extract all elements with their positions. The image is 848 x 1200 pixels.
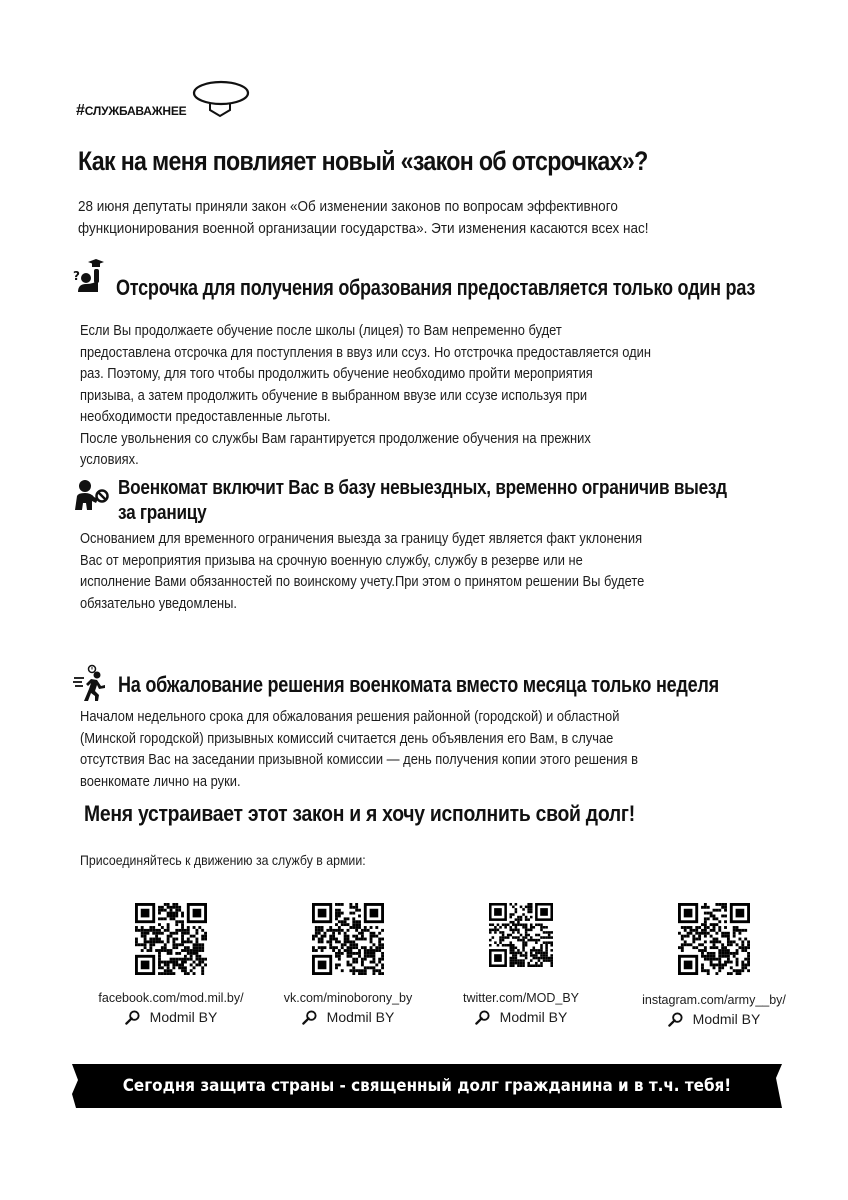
social-twitter — [426, 903, 616, 1025]
body-line: необходимости предоставленные льготы. — [80, 408, 331, 425]
section-body-appeal — [80, 706, 638, 792]
svg-text:?: ? — [73, 269, 80, 283]
social-vk — [253, 903, 443, 1025]
search-text: Modmil BY — [692, 1011, 761, 1027]
section-body-travel-ban — [80, 528, 644, 614]
search-icon — [125, 1010, 140, 1025]
body-line: Основанием для временного ограничения выезда за границу будет является факт уклонения — [80, 530, 643, 547]
search-icon — [302, 1010, 317, 1025]
hashtag-text: СЛУЖБАВАЖНЕЕ — [84, 104, 187, 118]
body-line: военкомате лично на руки. — [80, 772, 241, 790]
body-line: предоставлена отсрочка для поступления в ввуз или ссуз. Но отстрочка предоставляется один — [80, 343, 651, 361]
body-line: исполнение Вами обязанностей по воинскому учету.При этом о принятом решении Вы будете — [80, 573, 645, 590]
search-text: Modmil BY — [326, 1009, 395, 1025]
body-line: Если Вы продолжаете обучение после школы (лицея) то Вам непременно будет — [80, 322, 562, 339]
social-url[interactable]: twitter.com/MOD_BY — [463, 991, 579, 1005]
qr-code-icon[interactable] — [135, 903, 207, 975]
intro-paragraph — [78, 196, 762, 240]
section-heading-travel-ban — [118, 476, 727, 526]
section-heading-appeal: На обжалование решения военкомата вместо месяца только неделя — [118, 672, 719, 697]
social-instagram — [619, 903, 809, 1027]
body-line: Началом недельного срока для обжалования решения районной (городской) и областной — [80, 708, 620, 725]
qr-code-icon[interactable] — [312, 903, 384, 975]
banner-text: Сегодня защита страны - священный долг гражданина и в т.ч. тебя! — [122, 1076, 732, 1095]
hashtag-symbol: # — [76, 102, 85, 119]
body-line: отсутствия Вас на заседании призывной комиссии — день получения копии этого решения в — [80, 751, 638, 768]
social-url[interactable]: instagram.com/army__by/ — [642, 993, 786, 1007]
page-title: Как на меня повлияет новый «закон об отсрочках»? — [78, 146, 648, 176]
body-line: Вас от мероприятия призыва на срочную военную службу, службу в резерве или не — [80, 551, 583, 569]
student-graduation-cap-icon — [72, 256, 110, 294]
body-line: (Минской городской) призывных комиссий считается день объявления его Вам, в случае — [80, 729, 614, 747]
body-line: призыва, а затем продолжить обучение в выбранном ввузе или ссузе используя при — [80, 386, 588, 404]
speech-bubble-outline-icon — [192, 80, 250, 122]
intro-line: функционирования военной организации государства». Эти изменения касаются всех нас! — [78, 220, 649, 237]
cta-heading: Меня устраивает этот закон и я хочу исполнить свой долг! — [84, 801, 635, 826]
body-line: обязательно уведомлены. — [80, 594, 238, 612]
search-icon — [475, 1010, 490, 1025]
social-url[interactable]: facebook.com/mod.mil.by/ — [98, 991, 244, 1005]
qr-code-icon[interactable] — [678, 903, 750, 975]
search-icon — [668, 1012, 683, 1027]
person-prohibited-icon — [72, 476, 110, 514]
section-heading-education: Отсрочка для получения образования предоставляется только один раз — [116, 275, 756, 300]
section-body-education — [80, 320, 651, 471]
heading-line: Военкомат включит Вас в базу невыездных, временно ограничив выезд — [118, 477, 727, 499]
body-line: После увольнения со службы Вам гарантируется продолжение обучения на прежних — [80, 429, 591, 447]
heading-line: за границу — [118, 502, 207, 524]
social-url[interactable]: vk.com/minoborony_by — [283, 991, 413, 1005]
running-person-clock-icon — [72, 664, 110, 702]
search-row — [619, 1011, 809, 1027]
social-facebook — [76, 903, 266, 1025]
search-row — [76, 1009, 266, 1025]
body-line: условиях. — [80, 451, 139, 468]
search-text: Modmil BY — [499, 1009, 568, 1025]
intro-line: 28 июня депутаты приняли закон «Об изменении законов по вопросам эффективного — [78, 198, 618, 215]
bottom-banner — [72, 1064, 782, 1108]
hashtag — [76, 102, 187, 120]
qr-code-icon[interactable] — [489, 903, 553, 967]
search-text: Modmil BY — [149, 1009, 218, 1025]
search-row — [253, 1009, 443, 1025]
search-row — [426, 1009, 616, 1025]
body-line: раз. Поэтому, для того чтобы продолжить обучение необходимо пройти мероприятия — [80, 365, 593, 382]
join-text: Присоединяйтесь к движению за службу в армии: — [80, 852, 366, 868]
